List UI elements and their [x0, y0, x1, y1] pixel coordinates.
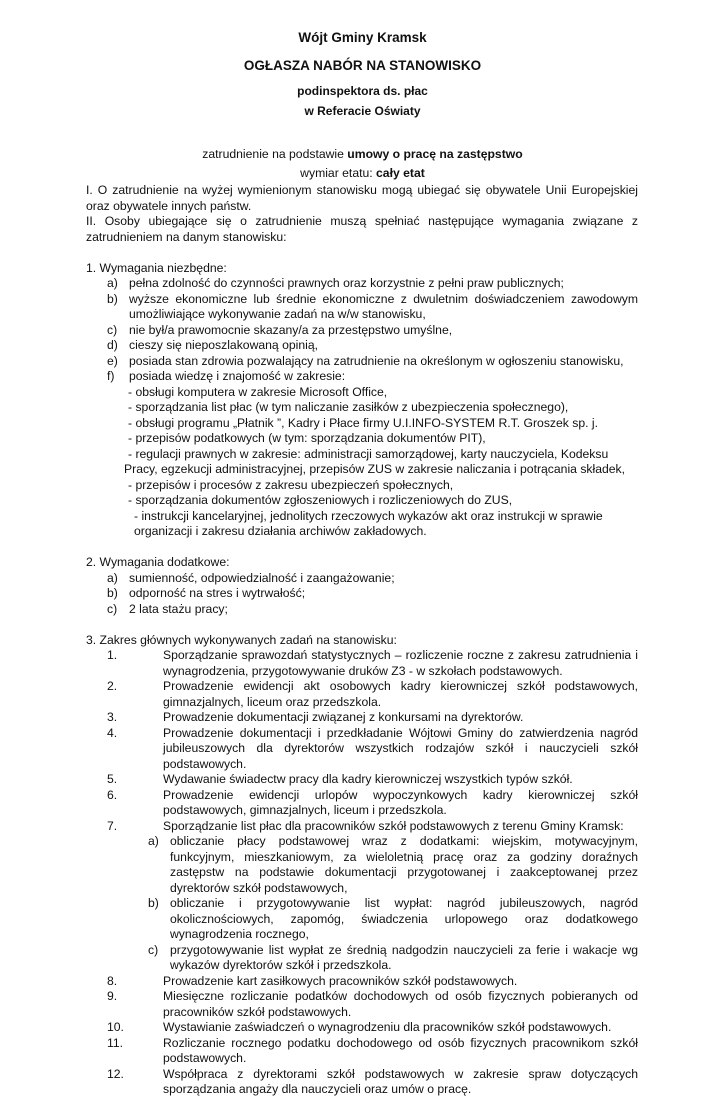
duties-list — [86, 648, 638, 834]
list-item-text: Wydawanie świadectw pracy dla kadry kierowniczej wszystkich typów szkół. — [163, 772, 573, 786]
list-item-text: posiada stan zdrowia pozwalający na zatrudnienie na określonym w ogłoszeniu stanowisku, — [129, 353, 624, 368]
list-item — [86, 292, 638, 323]
list-item-label: f) — [107, 369, 115, 383]
section-heading: 3. Zakres głównych wykonywanych zadań na stanowisku: — [86, 632, 397, 647]
list-item — [86, 834, 638, 896]
list-item — [86, 338, 638, 354]
list-item — [86, 989, 638, 1020]
list-item: - przepisów podatkowych (w tym: sporządzania dokumentów PIT), — [128, 431, 486, 445]
payroll-duties-list — [86, 834, 638, 974]
list-item — [86, 323, 638, 339]
list-item — [86, 648, 638, 679]
list-item — [86, 586, 638, 602]
list-item-text: Prowadzenie kart zasiłkowych pracowników szkół podstawowych. — [163, 973, 518, 988]
list-item — [86, 896, 638, 943]
list-item-text: Miesięczne rozliczanie podatków dochodowych od osób fizycznych pobieranych od pracowników szkół podstawowych. — [163, 989, 638, 1019]
list-item — [86, 974, 638, 990]
list-item-text: pełna zdolność do czynności prawnych oraz korzystnie z pełni praw publicznych; — [129, 276, 564, 290]
section-heading: 2. Wymagania dodatkowe: — [86, 555, 230, 569]
list-item: - przepisów i procesów z zakresu ubezpieczeń społecznych, — [128, 477, 454, 492]
list-item — [86, 1067, 638, 1098]
list-item-label: 10. — [107, 1020, 124, 1034]
list-item: - sporządzania dokumentów zgłoszeniowych i rozliczeniowych do ZUS, — [128, 493, 513, 507]
list-item: organizacji i zakresu działania archiwów zakładowych. — [134, 524, 427, 538]
requirements-list — [86, 276, 638, 385]
list-item-label: 8. — [107, 973, 118, 988]
list-item-label: a) — [107, 570, 118, 585]
list-item-text: nie był/a prawomocnie skazany/a za przestępstwo umyślne, — [129, 322, 453, 337]
list-item — [86, 726, 638, 773]
duties-list-continued — [86, 974, 638, 1098]
department-name: w Referacie Oświaty — [304, 104, 421, 118]
list-item — [86, 571, 638, 587]
list-item-text: 2 lata stażu pracy; — [129, 601, 228, 616]
list-item-label: d) — [107, 338, 118, 352]
list-item-text: odporność na stres i wytrwałość; — [129, 586, 306, 600]
list-item-text: Prowadzenie ewidencji akt osobowych kadry kierowniczej szkół podstawowych, gimnazjalnych, liceum oraz przedszkola. — [163, 679, 638, 709]
list-item-text: Wystawianie zaświadczeń o wynagrodzeniu dla pracowników szkół podstawowych. — [163, 1020, 612, 1034]
intro-paragraph-1: I. O zatrudnienie na wyżej wymienionym stanowisku mogą ubiegać się obywatele Unii Europejskiej oraz obywatele innych państw. — [86, 183, 638, 213]
list-item-text: posiada wiedzę i znajomość w zakresie: — [129, 369, 346, 383]
list-item-text: Sporządzanie list płac dla pracowników szkół podstawowych z terenu Gminy Kramsk: — [163, 818, 624, 833]
list-item: - obsługi programu „Płatnik ”, Kadry i Płace firmy U.I.INFO-SYSTEM R.T. Groszek sp. j. — [128, 415, 599, 430]
list-item: - instrukcji kancelaryjnej, jednolitych rzeczowych wykazów akt oraz instrukcji w sprawie — [134, 508, 603, 523]
list-item-text: wyższe ekonomiczne lub średnie ekonomiczne z dwuletnim doświadczeniem zawodowym umożliwiające wykonywanie zadań na w/w stanowisku, — [129, 291, 638, 321]
list-item: - sporządzania list płac (w tym naliczanie zasiłków z ubezpieczenia społecznego), — [128, 400, 569, 414]
list-item-label: 3. — [107, 710, 118, 724]
list-item-label: b) — [107, 586, 118, 600]
list-item-label: c) — [107, 322, 118, 337]
announcement-heading: OGŁASZA NABÓR NA STANOWISKO — [243, 58, 482, 73]
list-item — [86, 354, 638, 370]
page-title: Wójt Gminy Kramsk — [298, 30, 427, 45]
list-item-text: Sporządzanie sprawozdań statystycznych – rozliczenie roczne z zakresu zatrudnienia i wynagrodzenia, przygotowywanie druków Z3 - w szkołach podstawowych. — [163, 648, 638, 678]
knowledge-list — [86, 385, 638, 509]
list-item-label: b) — [107, 291, 118, 306]
list-item-text: Współpraca z dyrektorami szkół podstawowych w zakresie spraw dotyczących sporządzania angaży dla nauczycieli oraz umów o pracę. — [163, 1066, 638, 1096]
list-item-label: 1. — [107, 648, 118, 662]
list-item-label: 12. — [107, 1066, 124, 1081]
list-item — [86, 679, 638, 710]
list-item-text: obliczanie płacy podstawowej wraz z dodatkami: wiejskim, motywacyjnym, funkcyjnym, mieszkaniowym, za wieloletnią pracę oraz za godziny doraźnych zastępstw na podstawie dokumentacji przygotowanej i zaakceptowanej przez dyrektorów szkół podstawowych, — [170, 834, 638, 895]
list-item — [86, 819, 638, 835]
list-item — [86, 1020, 638, 1036]
list-item: - obsługi komputera w zakresie Microsoft Office, — [128, 384, 388, 399]
list-item-label: 7. — [107, 818, 118, 833]
list-item-text: obliczanie i przygotowywanie list wypłat: nagród jubileuszowych, nagród okolicznościowych, zapomóg, świadczenia urlopowego oraz dodatkowego wynagrodzenia rocznego, — [170, 896, 638, 941]
working-time: wymiar etatu: cały etat — [300, 166, 425, 180]
contract-type: zatrudnienie na podstawie umowy o pracę na zastępstwo — [202, 147, 523, 161]
additional-requirements-list — [86, 571, 638, 618]
intro-paragraph-2: II. Osoby ubiegające się o zatrudnienie muszą spełniać następujące wymagania związane z zatrudnieniem na danym stanowisku: — [86, 214, 638, 244]
list-item-label: 9. — [107, 989, 118, 1003]
list-item-text: Prowadzenie dokumentacji związanej z konkursami na dyrektorów. — [163, 710, 524, 724]
list-item-label: 5. — [107, 772, 118, 786]
list-item-label: c) — [107, 601, 118, 616]
position-name: podinspektora ds. płac — [297, 84, 428, 98]
list-item-label: e) — [107, 353, 118, 368]
list-item — [86, 943, 638, 974]
list-item-label: 11. — [107, 1035, 124, 1050]
list-item-text: cieszy się nieposzlakowaną opinią, — [129, 338, 319, 352]
list-item-text: Rozliczanie rocznego podatku dochodowego od osób fizycznych pracownikom szkół podstawowych. — [163, 1035, 638, 1065]
list-item-label: c) — [148, 942, 159, 957]
list-item-text: przygotowywanie list wypłat ze średnią nadgodzin nauczycieli za ferie i wakacje wg wykazów dyrektorów szkół i przedszkola. — [170, 942, 638, 972]
list-item-label: a) — [148, 834, 159, 848]
list-item — [86, 1036, 638, 1067]
list-item-label: a) — [107, 276, 118, 290]
list-item — [86, 276, 638, 292]
list-item-label: b) — [148, 896, 159, 910]
list-item — [86, 369, 638, 385]
list-item — [86, 710, 638, 726]
list-item — [86, 772, 638, 788]
section-heading: 1. Wymagania niezbędne: — [86, 260, 227, 275]
list-item-text: Prowadzenie dokumentacji i przedkładanie Wójtowi Gminy do zatwierdzenia nagród jubileuszowych dla dyrektorów wszystkich rodzajów szkół i nauczycieli szkół podstawowych. — [163, 725, 638, 771]
announcement-body — [86, 183, 638, 1098]
list-item-label: 6. — [107, 787, 118, 802]
list-item — [86, 788, 638, 819]
list-item-label: 4. — [107, 725, 118, 740]
list-item-text: Prowadzenie ewidencji urlopów wypoczynkowych kadry kierowniczej szkół podstawowych, gimnazjalnych, liceum i przedszkola. — [163, 787, 638, 817]
list-item-text: sumienność, odpowiedzialność i zaangażowanie; — [129, 570, 395, 585]
list-item: Pracy, egzekucji administracyjnej, przepisów ZUS w zakresie naliczania i potrącania składek, — [124, 462, 626, 476]
list-item-label: 2. — [107, 679, 118, 693]
list-item — [86, 602, 638, 618]
list-item: - regulacji prawnych w zakresie: administracji samorządowej, karty nauczyciela, Kodeksu — [128, 446, 609, 461]
